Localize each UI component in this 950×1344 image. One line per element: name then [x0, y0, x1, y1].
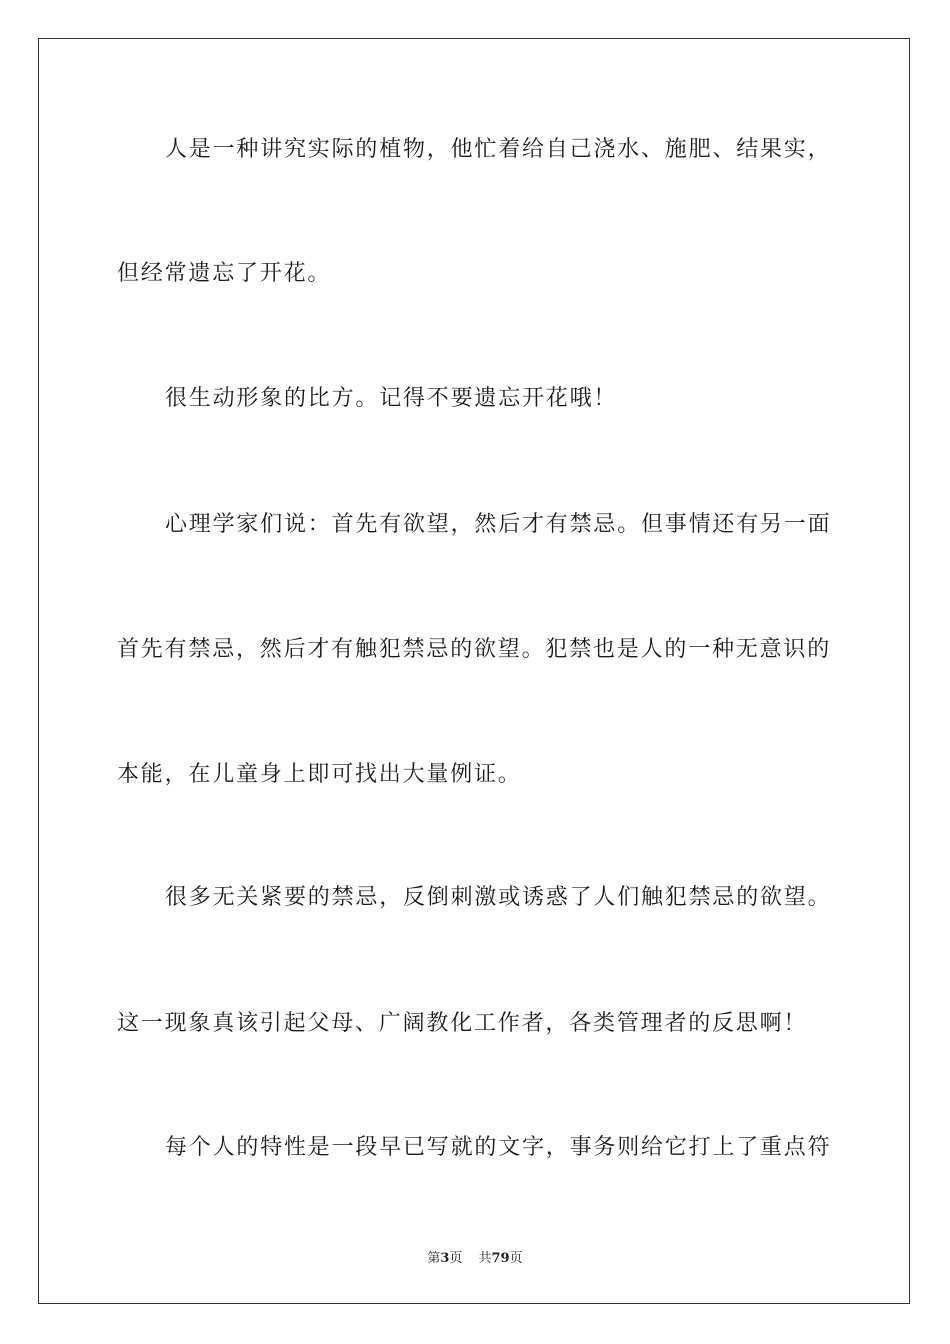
text-line-4: 心理学家们说：首先有欲望，然后才有禁忌。但事情还有另一面 — [165, 512, 832, 537]
page-footer — [0, 1247, 950, 1266]
total-suffix: 页 — [509, 1251, 523, 1266]
page-border — [38, 38, 910, 1304]
page-prefix: 第 — [427, 1251, 441, 1266]
text-line-5: 首先有禁忌，然后才有触犯禁忌的欲望。犯禁也是人的一种无意识的 — [117, 637, 832, 662]
text-line-8: 这一现象真该引起父母、广阔教化工作者，各类管理者的反思啊！ — [117, 1011, 808, 1036]
page-suffix: 页 — [449, 1251, 463, 1266]
text-line-6: 本能，在儿童身上即可找出大量例证。 — [117, 762, 522, 787]
total-prefix: 共 — [478, 1251, 492, 1266]
text-line-7: 很多无关紧要的禁忌，反倒刺激或诱惑了人们触犯禁忌的欲望。 — [165, 885, 832, 910]
page-number: 3 — [440, 1251, 450, 1266]
text-line-2: 但经常遗忘了开花。 — [117, 261, 332, 286]
text-line-9: 每个人的特性是一段早已写就的文字，事务则给它打上了重点符 — [165, 1135, 832, 1160]
total-pages: 79 — [491, 1251, 510, 1266]
text-line-1: 人是一种讲究实际的植物，他忙着给自己浇水、施肥、结果实， — [165, 137, 832, 162]
text-line-3: 很生动形象的比方。记得不要遗忘开花哦！ — [165, 386, 618, 411]
